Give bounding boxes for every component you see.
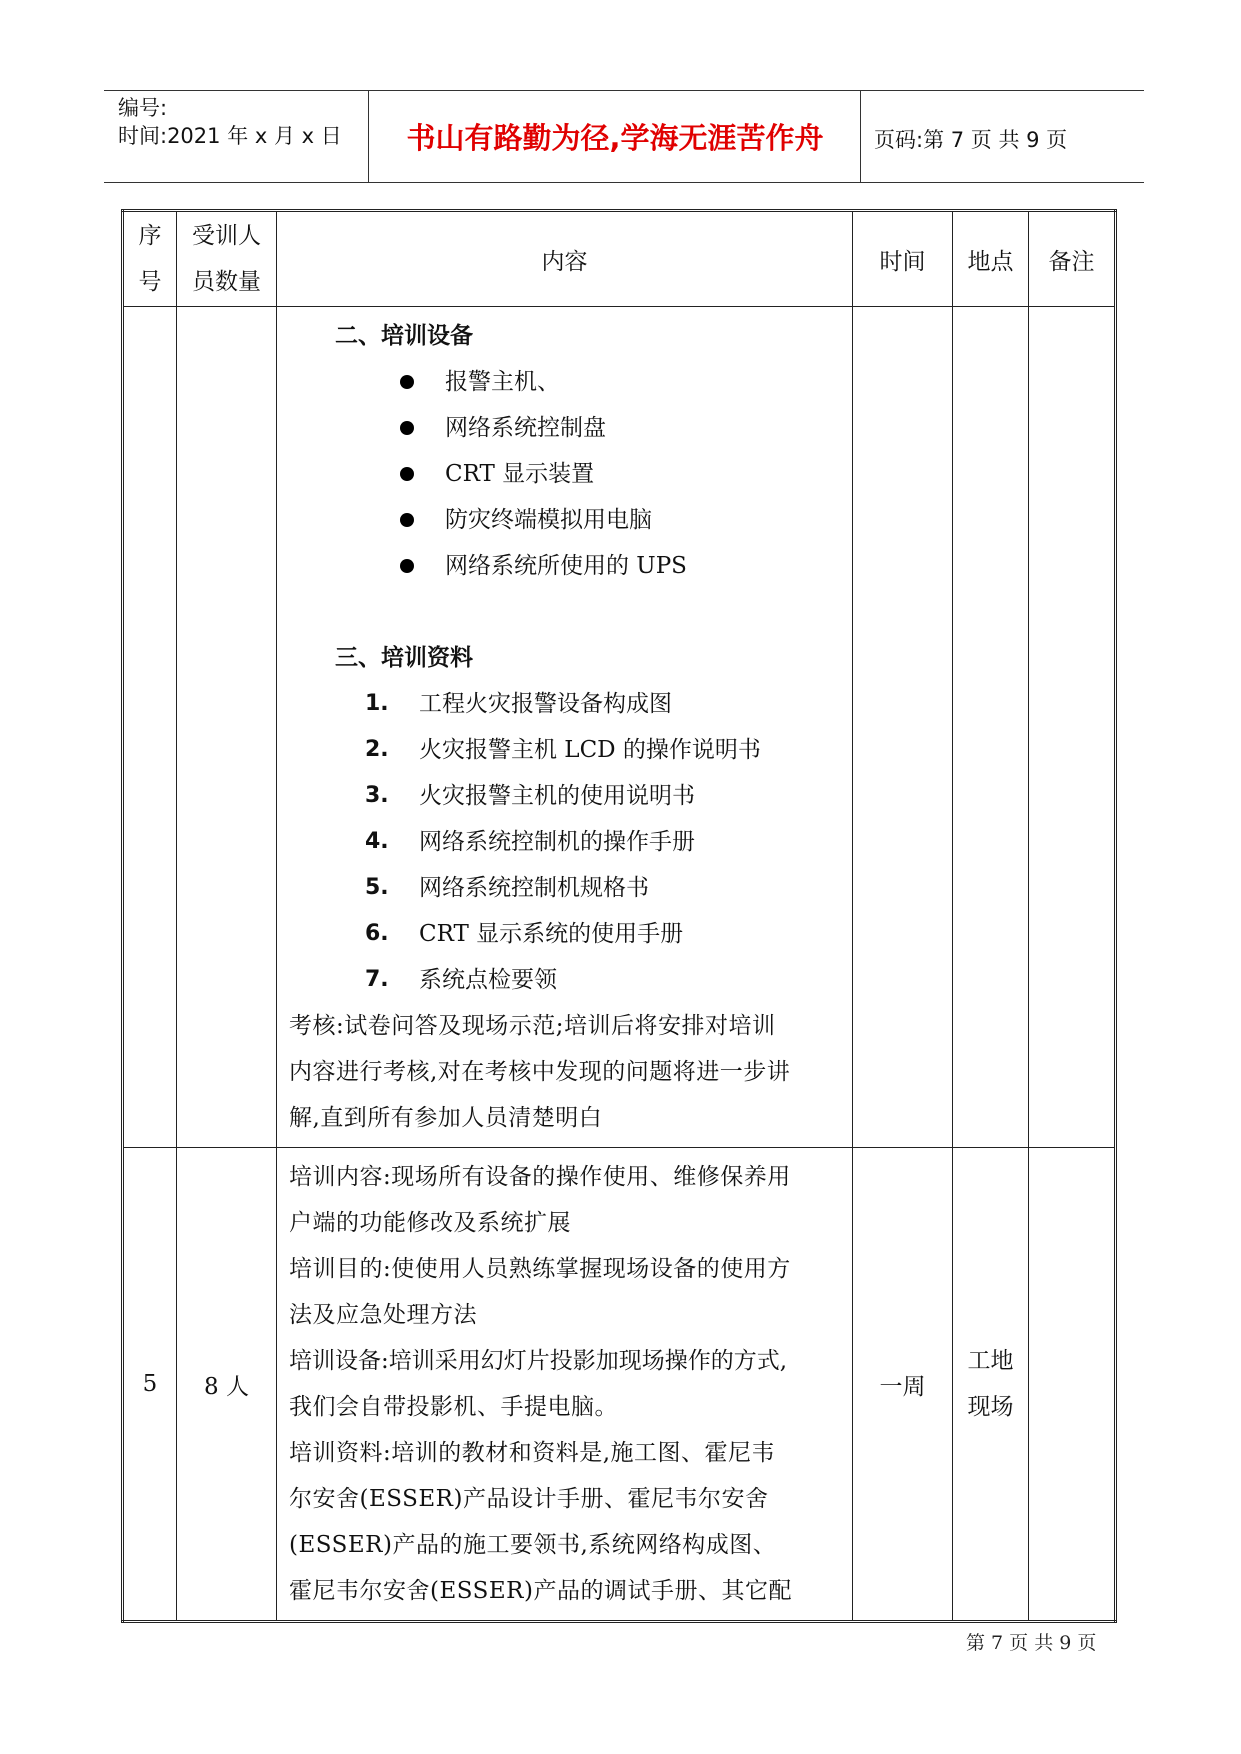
- row1-place-cell: [953, 307, 1029, 1148]
- row1-content-cell: [277, 307, 853, 1148]
- assessment-line: 内容进行考核,对在考核中发现的问题将进一步讲: [289, 1059, 791, 1085]
- row2-seq-cell: 5: [123, 1148, 177, 1622]
- training-table: [121, 209, 1117, 1623]
- content-line: 霍尼韦尔安舍(ESSER)产品的调试手册、其它配: [289, 1578, 792, 1604]
- header-time: 时间: [853, 211, 953, 307]
- document-number-label: 编号:: [118, 96, 168, 120]
- content-line: 法及应急处理方法: [289, 1302, 477, 1328]
- header-count-line2: 员数量: [192, 269, 261, 295]
- header-top-rule: [104, 90, 1144, 91]
- page-footer: 第 7 页 共 9 页: [966, 1632, 1097, 1654]
- row2-place-line1: 工地: [967, 1348, 1014, 1374]
- bullet-icon: [400, 421, 414, 435]
- document-time-label: 时间:2021 年 x 月 x 日: [118, 124, 342, 148]
- content-line: 培训资料:培训的教材和资料是,施工图、霍尼韦: [289, 1440, 776, 1466]
- list-item: 网络系统所使用的 UPS: [289, 543, 840, 589]
- list-item: 3. 火灾报警主机的使用说明书: [365, 783, 695, 809]
- row1-remark-cell: [1029, 307, 1116, 1148]
- section-materials-title: 三、培训资料: [335, 645, 473, 671]
- content-line: 培训内容:现场所有设备的操作使用、维修保养用: [289, 1164, 791, 1190]
- row1-seq-cell: [123, 307, 177, 1148]
- list-item: 1. 工程火灾报警设备构成图: [365, 691, 672, 717]
- list-item: 报警主机、: [289, 359, 840, 405]
- row2-place-cell: [953, 1148, 1029, 1622]
- section-equipment-title: 二、培训设备: [335, 323, 473, 349]
- bullet-icon: [400, 559, 414, 573]
- header-count-line1: 受训人: [192, 223, 261, 249]
- row2-remark-cell: [1029, 1148, 1116, 1622]
- list-item: CRT 显示装置: [289, 451, 840, 497]
- header-remark: 备注: [1029, 211, 1116, 307]
- header-trainee-count: [177, 211, 277, 307]
- list-item: 5. 网络系统控制机规格书: [365, 875, 649, 901]
- header-place: 地点: [953, 211, 1029, 307]
- header-seq-line1: 序: [138, 223, 162, 249]
- row2-place-line2: 现场: [967, 1394, 1014, 1420]
- list-item: 7. 系统点检要领: [365, 967, 557, 993]
- header-bottom-rule: [104, 182, 1144, 183]
- header-divider-left: [368, 90, 369, 183]
- row2-count-cell: 8 人: [177, 1148, 277, 1622]
- header-motto: 书山有路勤为径,学海无涯苦作舟: [406, 121, 824, 155]
- list-item: 4. 网络系统控制机的操作手册: [365, 829, 695, 855]
- table-row: [123, 307, 1116, 1148]
- table-row: [123, 1148, 1116, 1622]
- row2-time-cell: 一周: [853, 1148, 953, 1622]
- content-line: 我们会自带投影机、手提电脑。: [289, 1394, 618, 1420]
- bullet-icon: [400, 513, 414, 527]
- content-line: 培训目的:使使用人员熟练掌握现场设备的使用方: [289, 1256, 791, 1282]
- header-divider-right: [860, 90, 861, 183]
- bullet-icon: [400, 375, 414, 389]
- content-line: 户端的功能修改及系统扩展: [289, 1210, 571, 1236]
- header-seq: [123, 211, 177, 307]
- bullet-icon: [400, 467, 414, 481]
- list-item: 网络系统控制盘: [289, 405, 840, 451]
- list-item: 2. 火灾报警主机 LCD 的操作说明书: [365, 737, 761, 763]
- table-header-row: [123, 211, 1116, 307]
- assessment-line: 考核:试卷问答及现场示范;培训后将安排对培训: [289, 1013, 776, 1039]
- spacer: [289, 589, 840, 635]
- row2-content-cell: [277, 1148, 853, 1622]
- row1-count-cell: [177, 307, 277, 1148]
- assessment-line: 解,直到所有参加人员清楚明白: [289, 1105, 603, 1131]
- content-line: (ESSER)产品的施工要领书,系统网络构成图、: [289, 1532, 777, 1558]
- content-line: 尔安舍(ESSER)产品设计手册、霍尼韦尔安舍: [289, 1486, 769, 1512]
- row1-time-cell: [853, 307, 953, 1148]
- header-content: 内容: [277, 211, 853, 307]
- header-page-label: 页码:第 7 页 共 9 页: [874, 128, 1068, 152]
- list-item: 6. CRT 显示系统的使用手册: [365, 921, 684, 947]
- header-seq-line2: 号: [138, 269, 162, 295]
- content-line: 培训设备:培训采用幻灯片投影加现场操作的方式,: [289, 1348, 788, 1374]
- list-item: 防灾终端模拟用电脑: [289, 497, 840, 543]
